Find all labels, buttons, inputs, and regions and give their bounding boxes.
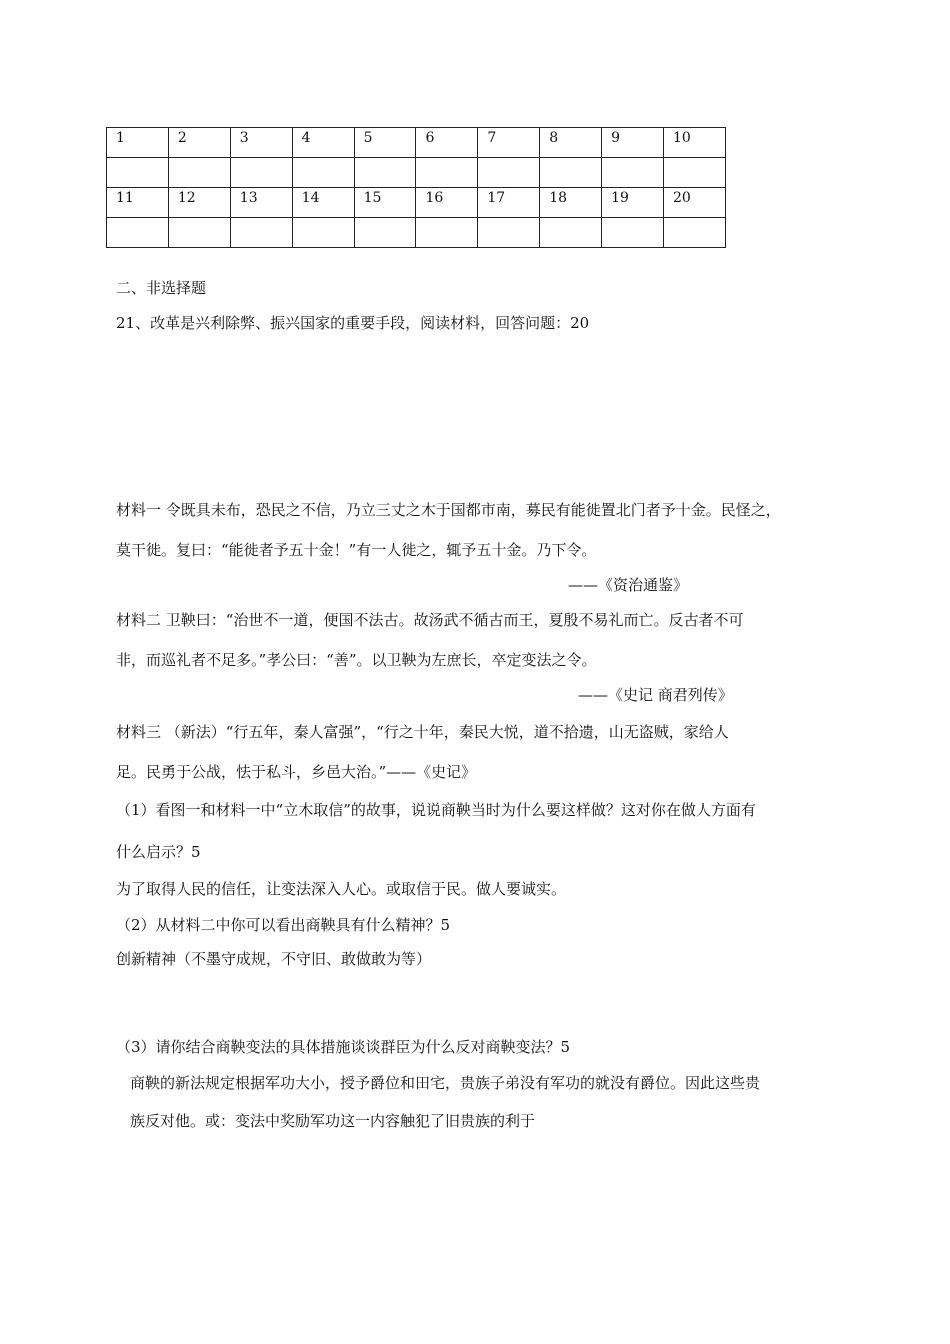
answer-cell[interactable] [416,158,478,188]
material-2-line-1: 材料二 卫鞅曰：“治世不一道，便国不法古。故汤武不循古而王，夏殷不易礼而亡。反古者不可 [116,611,744,629]
question-3-answer-line-2: 族反对他。或：变法中奖励军功这一内容触犯了旧贵族的利于 [130,1112,536,1130]
material-1-line-1: 材料一 令既具未布，恐民之不信，乃立三丈之木于国都市南，募民有能徙置北门者予十金。民怪之， [116,501,781,519]
question-number-cell: 19 [602,188,664,218]
question-number-cell: 20 [664,188,726,218]
answer-cell[interactable] [107,218,169,248]
answer-cell[interactable] [230,158,292,188]
answer-grid [106,127,726,248]
question-1-answer: 为了取得人民的信任，让变法深入人心。或取信于民。做人要诚实。 [116,880,567,898]
answer-grid-row [107,128,726,158]
answer-cell[interactable] [354,158,416,188]
answer-cell[interactable] [602,158,664,188]
question-number-cell: 16 [416,188,478,218]
question-number-cell: 15 [354,188,416,218]
question-number-cell: 6 [416,128,478,158]
answer-cell[interactable] [664,218,726,248]
question-number-cell: 12 [168,188,230,218]
answer-cell[interactable] [292,158,354,188]
question-number-cell: 1 [107,128,169,158]
question-1-line-1: （1）看图一和材料一中“立木取信”的故事，说说商鞅当时为什么要这样做？这对你在做人方面有 [116,801,756,819]
answer-grid-row [107,188,726,218]
question-number-cell: 7 [478,128,540,158]
answer-cell[interactable] [416,218,478,248]
material-1-line-2: 莫干徙。复曰：“能徙者予五十金！”有一人徙之，辄予五十金。乃下令。 [116,541,597,559]
answer-cell[interactable] [168,218,230,248]
answer-cell[interactable] [540,218,602,248]
answer-cell[interactable] [664,158,726,188]
answer-cell[interactable] [107,158,169,188]
answer-cell[interactable] [230,218,292,248]
material-3-line-2: 足。民勇于公战，怯于私斗，乡邑大治。”——《史记》 [116,763,477,781]
section-heading: 二、非选择题 [116,279,207,297]
question-number-cell: 8 [540,128,602,158]
question-number-cell: 4 [292,128,354,158]
material-2-line-2: 非，而巡礼者不足多。”孝公曰：“善”。以卫鞅为左庶长，卒定变法之令。 [116,651,597,669]
answer-cell[interactable] [168,158,230,188]
question-1-line-2: 什么启示？5 [116,843,201,861]
question-number-cell: 18 [540,188,602,218]
question-number-cell: 3 [230,128,292,158]
question-number-cell: 9 [602,128,664,158]
question-21-prompt: 21、改革是兴利除弊、振兴国家的重要手段，阅读材料，回答问题：20 [116,314,590,332]
question-3-prompt: （3）请你结合商鞅变法的具体措施谈谈群臣为什么反对商鞅变法？5 [116,1038,571,1056]
answer-grid-row [107,218,726,248]
question-number-cell: 14 [292,188,354,218]
question-2-prompt: （2）从材料二中你可以看出商鞅具有什么精神？5 [116,916,451,934]
answer-cell[interactable] [540,158,602,188]
question-3-answer-line-1: 商鞅的新法规定根据军功大小，授予爵位和田宅，贵族子弟没有军功的就没有爵位。因此这些贵 [130,1074,761,1092]
question-2-answer: 创新精神（不墨守成规，不守旧、敢做敢为等） [116,950,432,968]
question-number-cell: 2 [168,128,230,158]
question-number-cell: 10 [664,128,726,158]
material-1-source: ——《资治通鉴》 [568,576,689,594]
answer-cell[interactable] [478,158,540,188]
material-2-source: ——《史记 商君列传》 [578,686,733,704]
answer-cell[interactable] [478,218,540,248]
answer-grid-row [107,158,726,188]
answer-cell[interactable] [354,218,416,248]
answer-cell[interactable] [602,218,664,248]
question-number-cell: 5 [354,128,416,158]
answer-grid-body [107,128,726,248]
material-3-line-1: 材料三 （新法）“行五年，秦人富强”，“行之十年，秦民大悦，道不拾遗，山无盗贼，家给人 [116,723,729,741]
question-number-cell: 17 [478,188,540,218]
answer-cell[interactable] [292,218,354,248]
question-number-cell: 11 [107,188,169,218]
question-number-cell: 13 [230,188,292,218]
